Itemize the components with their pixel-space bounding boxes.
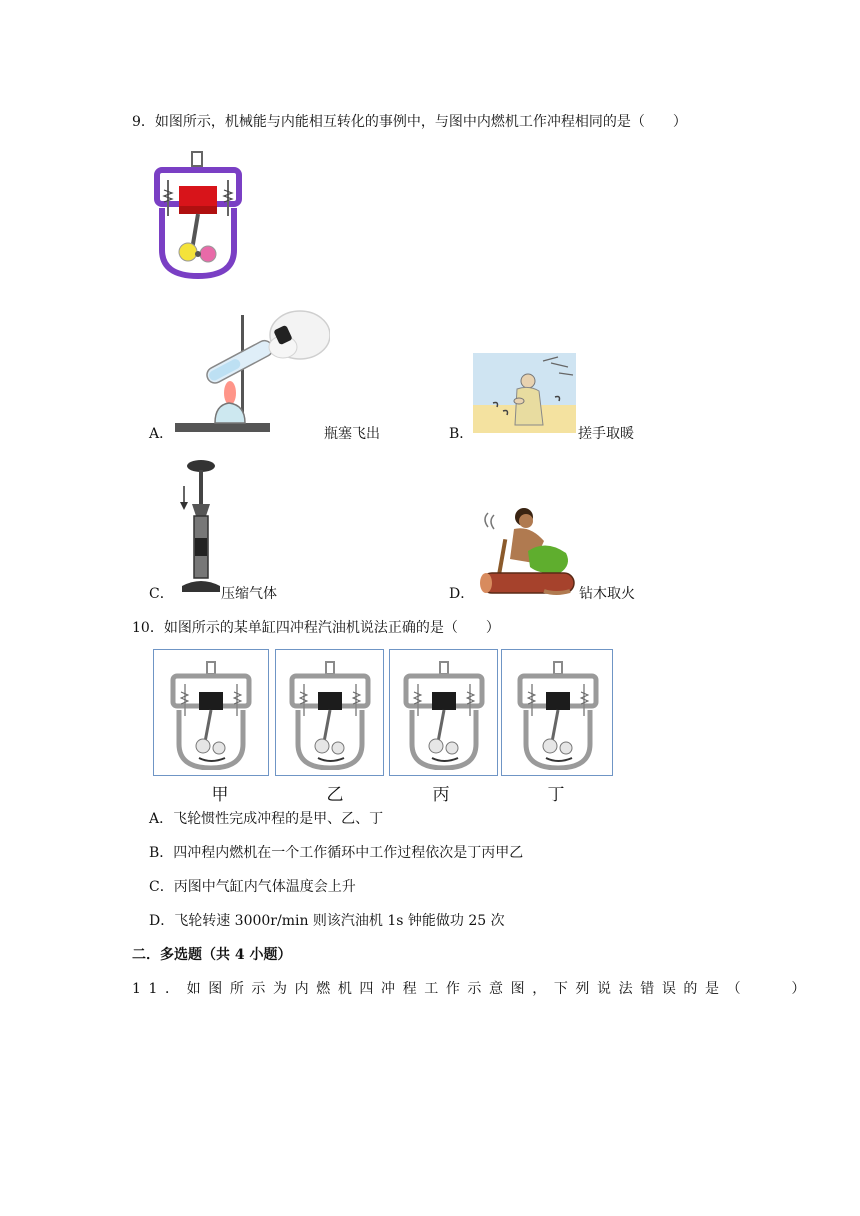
option-a-letter: A． — [149, 426, 174, 442]
option-d-label: 钻木取火 — [579, 586, 635, 602]
engine-frame-ding — [501, 649, 613, 776]
q10-option-b: B．四冲程内燃机在一个工作循环中工作过程依次是丁丙甲乙 — [149, 845, 524, 861]
option-a-label: 瓶塞飞出 — [324, 426, 380, 442]
option-c-label: 压缩气体 — [221, 586, 277, 602]
q9-stem: 9．如图所示，机械能与内能相互转化的事例中，与图中内燃机工作冲程相同的是（ ） — [132, 114, 687, 130]
option-d-letter: D． — [449, 586, 475, 602]
q10-option-c: C．丙图中气缸内气体温度会上升 — [149, 879, 356, 895]
drilling-wood-fire-icon — [474, 503, 578, 599]
engine-stroke-icon — [152, 150, 244, 280]
frame-label-jia: 甲 — [211, 785, 229, 805]
engine-diagram-icon — [288, 658, 372, 770]
option-c-letter: C． — [149, 586, 174, 602]
section-title: 二．多选题（共 4 小题） — [132, 947, 292, 963]
frame-label-bing: 丙 — [432, 785, 450, 805]
engine-diagram-icon — [402, 658, 486, 770]
frame-label-yi: 乙 — [326, 785, 344, 805]
rubbing-hands-icon — [473, 353, 576, 433]
q10-option-d: D．飞轮转速 3000r/min 则该汽油机 1s 钟能做功 25 次 — [149, 913, 505, 929]
q10-option-a: A．飞轮惯性完成冲程的是甲、乙、丁 — [149, 811, 384, 827]
engine-frame-yi — [275, 649, 384, 776]
option-b-letter: B． — [449, 426, 474, 442]
engine-frame-jia — [153, 649, 269, 776]
q11-stem: 11．如图所示为内燃机四冲程工作示意图，下列说法错误的是（ ） — [132, 981, 814, 997]
frame-label-ding: 丁 — [547, 785, 565, 805]
air-pump-icon — [176, 458, 226, 600]
engine-diagram-icon — [169, 658, 253, 770]
engine-frame-bing — [389, 649, 498, 776]
test-tube-stopper-icon — [175, 305, 330, 437]
option-b-label: 搓手取暖 — [578, 426, 634, 442]
engine-diagram-icon — [516, 658, 600, 770]
q10-stem: 10．如图所示的某单缸四冲程汽油机说法正确的是（ ） — [132, 620, 500, 636]
